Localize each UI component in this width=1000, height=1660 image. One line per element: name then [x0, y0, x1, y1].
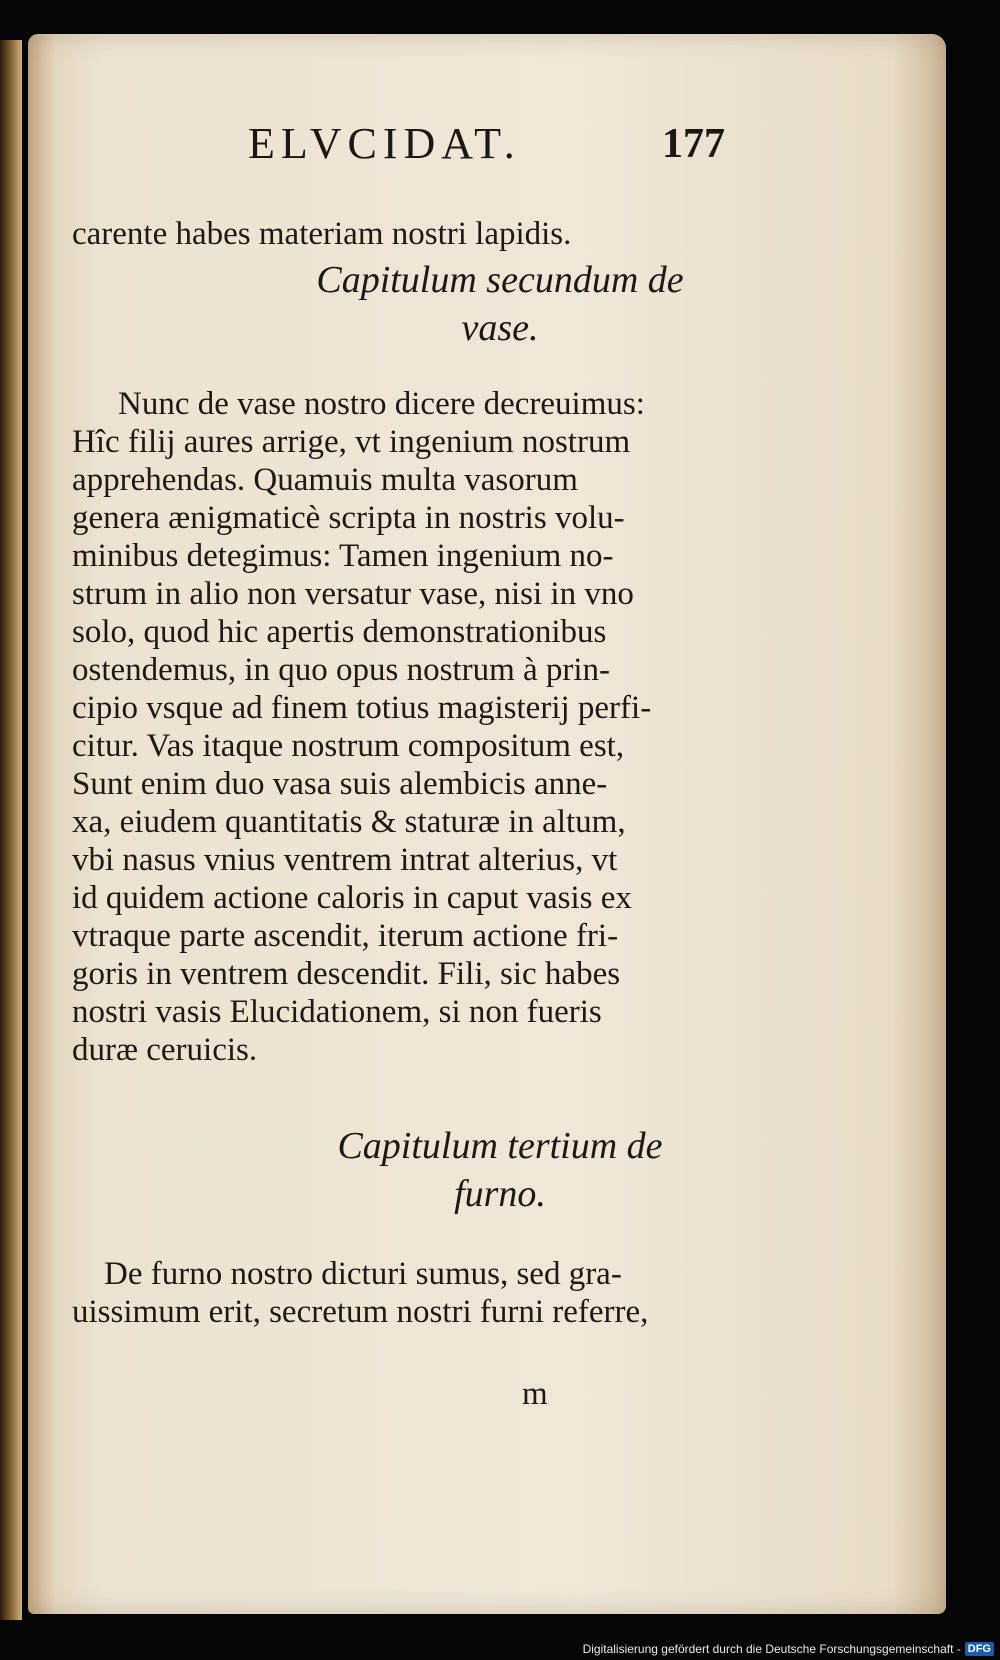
- line-text: Hîc filij aures arrige, vt ingenium nostrum: [72, 424, 631, 460]
- line-text: Sunt enim duo vasa suis alembicis anne-: [72, 766, 608, 802]
- line-text: nostri vasis Elucidationem, si non fueris: [72, 994, 602, 1030]
- line-text: De furno nostro dicturi sumus, sed gra-: [104, 1256, 622, 1292]
- chapter-heading-line: Capitulum tertium de: [337, 1125, 663, 1167]
- line-text: strum in alio non versatur vase, nisi in vno: [72, 576, 634, 612]
- text-line: [0, 174, 1000, 254]
- chapter-heading-line: Capitulum secundum de: [316, 259, 684, 301]
- catchword: m: [522, 1376, 548, 1412]
- line-text: ostendemus, in quo opus nostrum à prin-: [72, 652, 611, 688]
- digitization-credit: [583, 1642, 994, 1656]
- line-text: citur. Vas itaque nostrum compositum est,: [72, 728, 625, 764]
- catchword-line: [0, 1334, 1000, 1414]
- line-text: Nunc de vase nostro dicere decreuimus:: [118, 386, 645, 422]
- line-text: uissimum erit, secretum nostri furni referre,: [72, 1294, 649, 1330]
- chapter-heading-line: vase.: [461, 307, 539, 349]
- credit-text: Digitalisierung gefördert durch die Deutsche Forschungsgemeinschaft -: [582, 1642, 961, 1656]
- running-title: ELVCIDAT.: [248, 119, 521, 168]
- dfg-logo-icon: DFG: [965, 1642, 994, 1656]
- line-text: genera ænigmaticè scripta in nostris volu-: [72, 500, 625, 536]
- page-header: [0, 118, 1000, 178]
- line-text: duræ ceruicis.: [72, 1032, 258, 1068]
- line-text: vbi nasus vnius ventrem intrat alterius, vt: [72, 842, 618, 878]
- line-text: id quidem actione caloris in caput vasis ex: [72, 880, 632, 916]
- line-text: xa, eiudem quantitatis & staturæ in altum,: [72, 804, 626, 840]
- page-number: 177: [662, 121, 725, 167]
- line-text: minibus detegimus: Tamen ingenium no-: [72, 538, 614, 574]
- line-text: cipio vsque ad finem totius magisterij perfi-: [72, 690, 652, 726]
- line-text: carente habes materiam nostri lapidis.: [72, 216, 572, 252]
- line-text: vtraque parte ascendit, iterum actione fri-: [72, 918, 619, 954]
- line-text: solo, quod hic apertis demonstrationibus: [72, 614, 607, 650]
- line-text: apprehendas. Quamuis multa vasorum: [72, 462, 578, 498]
- line-text: goris in ventrem descendit. Fili, sic habes: [72, 956, 621, 992]
- chapter-heading-line: furno.: [454, 1173, 546, 1215]
